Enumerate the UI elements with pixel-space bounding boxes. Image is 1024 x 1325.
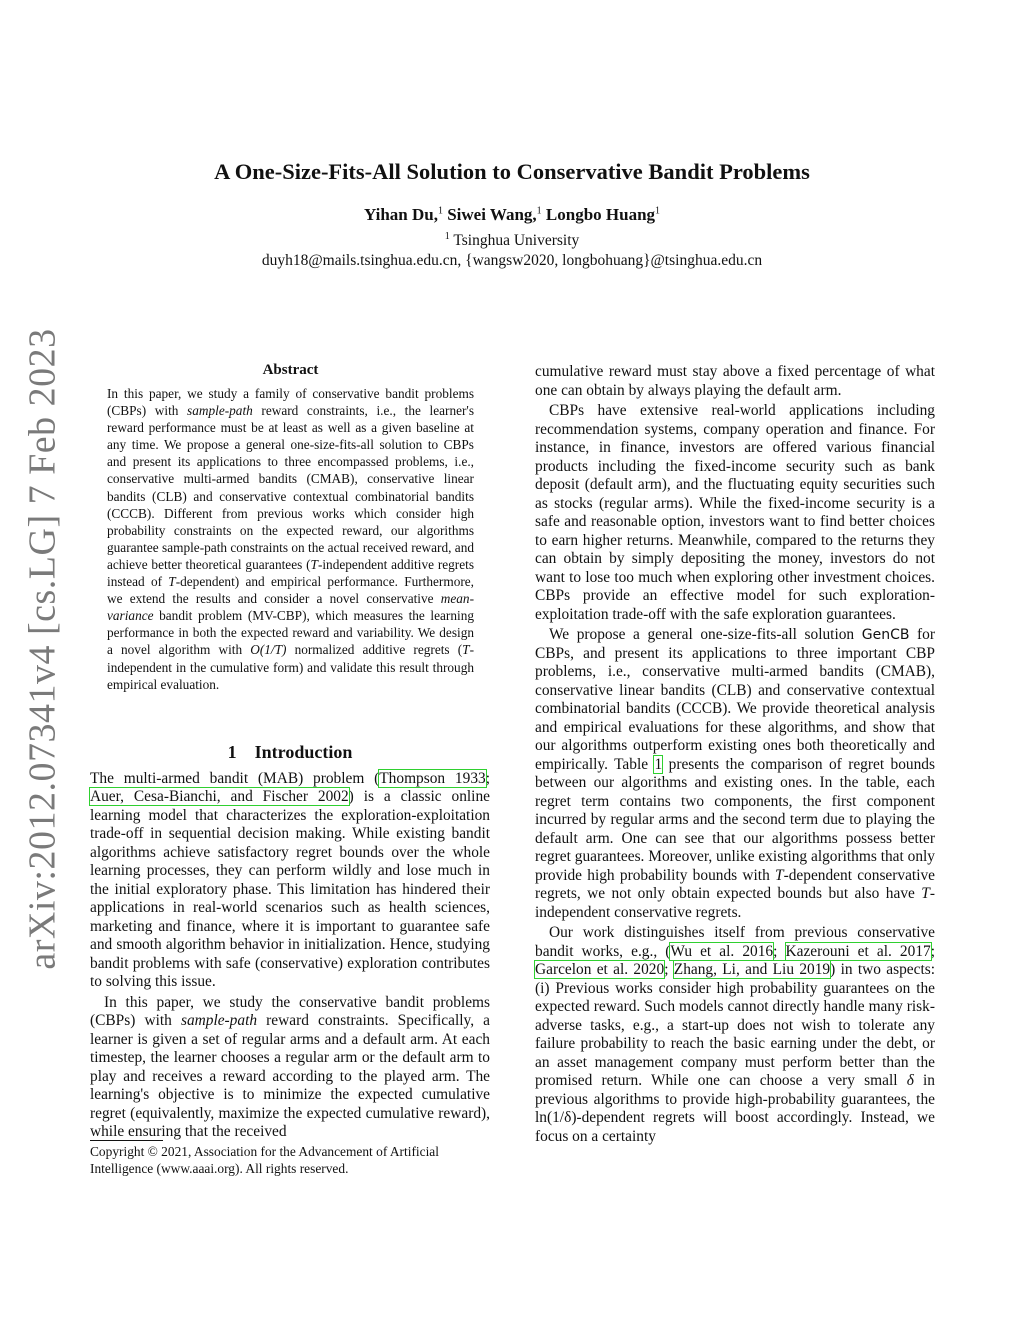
author-affil-mark: 1 bbox=[437, 205, 443, 217]
citation-link[interactable]: Zhang, Li, and Liu 2019 bbox=[673, 961, 831, 978]
footnote-rule bbox=[90, 1140, 163, 1141]
author-name: Yihan Du, bbox=[363, 205, 438, 224]
author-name: Siwei Wang, bbox=[447, 205, 537, 224]
table-reference-link[interactable]: 1 bbox=[654, 755, 663, 773]
author-name: Longbo Huang bbox=[545, 205, 656, 224]
paragraph: Our work distinguishes itself from previous conservative bandit works, e.g., (Wu et al. 2016; Kazerouni et al. 2017; Garcelon et al. 2020; Zhang, Li, and Liu 2019) in two aspects: (i) Previous works consider high probability guarantees on the expected reward. Such models cannot directly handle many risk-adverse tasks, e.g., a start-up does not wish to tolerate any failure probability to reach the basic earning under the debt, or an asset management company must perform better than the promised return. While one can choose a very small δ in previous algorithms to provide high-probability guarantees, the ln(1/δ)-dependent regrets will boost accordingly. Instead, we focus on a certainty bbox=[535, 924, 935, 1145]
affiliation bbox=[0, 232, 1024, 250]
affiliation-mark: 1 bbox=[444, 230, 450, 242]
citation-link[interactable]: Kazerouni et al. 2017 bbox=[785, 942, 931, 960]
paragraph: In this paper, we study the conservative bandit problems (CBPs) with sample-path reward constraints. Specifically, a learner is given a set of regular arms and a default arm. At each timestep, the learner chooses a regular arm or the default arm to play and receives a reward according to the played arm. The learning's objective is to minimize the expected cumulative regret (equivalently, maximize the expected cumulative reward), while ensuring that the received bbox=[90, 993, 490, 1140]
author-affil-mark: 1 bbox=[536, 205, 542, 217]
author-emails: duyh18@mails.tsinghua.edu.cn, {wangsw2020, longbohuang}@tsinghua.edu.cn bbox=[261, 252, 763, 269]
author-list bbox=[0, 205, 1024, 225]
paragraph: cumulative reward must stay above a fixed percentage of what one can obtain by always playing the default arm. bbox=[535, 363, 935, 399]
arxiv-identifier bbox=[22, 328, 65, 970]
abstract bbox=[107, 362, 474, 693]
citation-link[interactable]: Garcelon et al. 2020 bbox=[535, 961, 665, 978]
paper-title: A One-Size-Fits-All Solution to Conservative Bandit Problems bbox=[214, 159, 810, 184]
affiliation-name: Tsinghua University bbox=[453, 232, 580, 249]
section-heading bbox=[90, 743, 490, 762]
algorithm-name: GenCB bbox=[861, 627, 910, 643]
citation-link[interactable]: Thompson 1933 bbox=[379, 769, 486, 787]
citation-link[interactable]: Wu et al. 2016 bbox=[670, 942, 774, 960]
section-title: Introduction bbox=[254, 742, 353, 762]
paragraph: The multi-armed bandit (MAB) problem (Thompson 1933; Auer, Cesa-Bianchi, and Fischer 2002) is a classic online learning model that characterizes the exploration-exploitation trade-off in sequential decision making. While existing bandit algorithms achieve satisfactory regret bounds over the whole learning processes, they can perform wildly and lose much in the initial exploratory phase. This limitation has hindered their applications in real-world scenarios such as health sciences, marketing and finance, where it is important to guarantee safe and smooth algorithm behavior in initialization. Hence, studying bandit problems with safe (conservative) exploration contributes to solving this issue. bbox=[90, 769, 490, 990]
arxiv-identifier-text: arXiv:2012.07341v4 [cs.LG] 7 Feb 2023 bbox=[22, 328, 65, 970]
left-column bbox=[90, 743, 490, 1142]
citation-link[interactable]: Auer, Cesa-Bianchi, and Fischer 2002 bbox=[90, 788, 349, 805]
paragraph: We propose a general one-size-fits-all solution GenCB for CBPs, and present its applications to three important CBP problems, i.e., conservative multi-armed bandits (CMAB), conservative linear bandits (CLB) and conservative contextual combinatorial bandits (CCCB). We provide theoretical analysis and empirical evaluations for these algorithms, and show that our algorithms outperform existing ones both theoretically and empirically. Table 1 presents the comparison of regret bounds between our algorithms and existing ones. In the table, each regret term contains two components, the first component incurred by regular arms and the second term due to playing the default arm. One can see that our algorithms possess better regret guarantees. Moreover, unlike existing algorithms that only provide high probability bounds with T-dependent conservative regrets, we not only obtain expected bounds but also have T-independent conservative regrets. bbox=[535, 626, 935, 921]
copyright-footnote: Copyright © 2021, Association for the Advancement of Artificial Intelligence (www.aaai.org). All rights reserved. bbox=[90, 1144, 439, 1176]
paragraph: CBPs have extensive real-world applications including recommendation systems, company operation and finance. For instance, in finance, investors are offered various financial products including the fixed-income security such as bank deposit (default arm), and the fluctuating equity securities such as stocks (regular arms). While the fixed-income security is a safe and reasonable option, investors want to find better choices to earn higher returns. Meanwhile, compared to the returns they can obtain by simply depositing the money, investors do not want to lose too much when exploring other investment choices. CBPs provide an effective model for such exploration-exploitation trade-off with the safe exploration guarantees. bbox=[535, 402, 935, 623]
abstract-body: In this paper, we study a family of conservative bandit problems (CBPs) with sample-path reward constraints, i.e., the learner's reward performance must be at least as well as a given baseline at any time. We propose a general one-size-fits-all solution to CBPs and present its applications to three encompassed problems, i.e., conservative multi-armed bandits (CMAB), conservative linear bandits (CLB) and conservative contextual combinatorial bandits (CCCB). Different from previous works which consider high probability constraints on the expected reward, our algorithms guarantee sample-path constraints on the actual received reward, and achieve better theoretical guarantees (T-independent additive regrets instead of T-dependent) and empirical performance. Furthermore, we extend the results and consider a novel conservative mean-variance bandit problem (MV-CBP), which measures the learning performance in both the expected reward and variability. We design a novel algorithm with O(1/T) normalized additive regrets (T-independent in the cumulative form) and validate this result through empirical evaluation. bbox=[107, 386, 475, 692]
section-number: 1 bbox=[227, 742, 237, 762]
author-affil-mark: 1 bbox=[655, 205, 661, 217]
right-column bbox=[535, 363, 935, 1146]
abstract-heading: Abstract bbox=[262, 362, 319, 378]
